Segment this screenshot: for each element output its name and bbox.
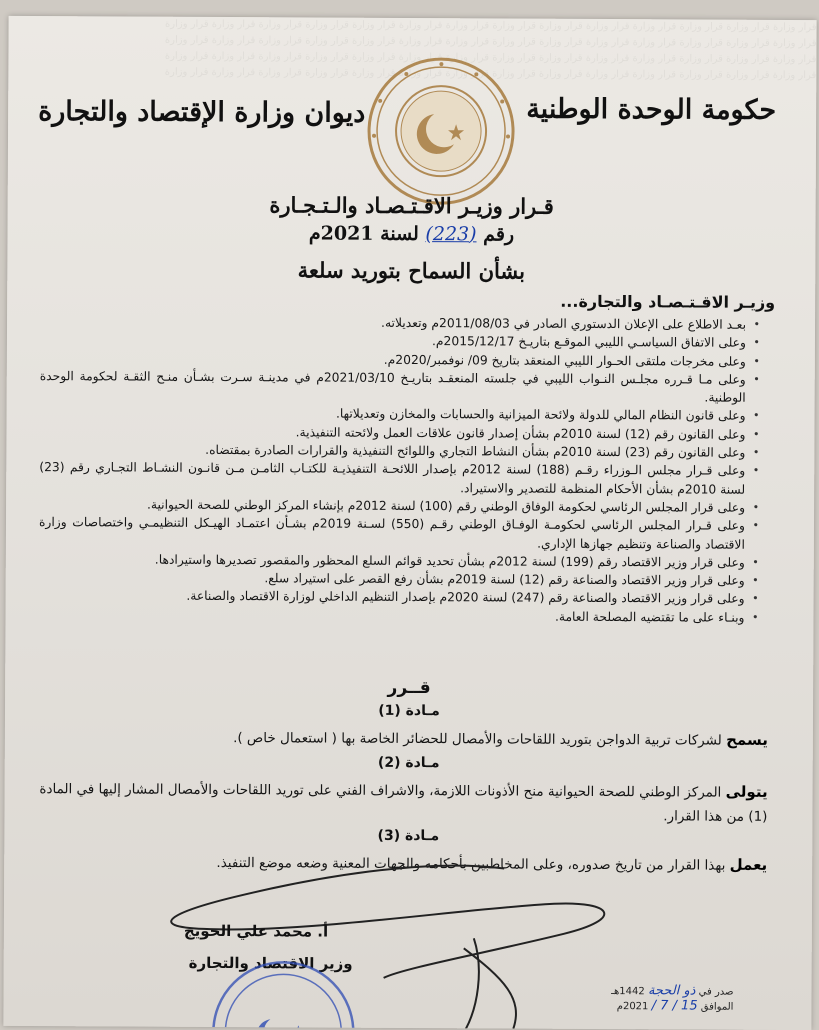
preamble-item: • وعلى قـرار المجلس الرئاسي لحكومـة الوفـاق الوطني رقـم (550) لسـنة 2019م بشـأن اعتمـاد الهيـكل التنظيمـي واختصاصات وزارة الاقتصاد والصناعة وتنظيم جهازها الإداري. <box>39 513 759 553</box>
preamble-item: • وعلى قرار وزير الاقتصاد والصناعة رقم (12) لسنة 2019م بشأن رفع القصر على استيراد سلع. <box>39 568 759 590</box>
preamble-item: • وبنـاء على ما تقتضيه المصلحة العامة. <box>38 605 758 627</box>
hijri-year: 1442هـ <box>611 986 645 998</box>
decision-subject: بشأن السماح بتوريد سلعة <box>297 257 526 284</box>
article-3-lead: يعمل <box>729 855 768 874</box>
article-2-text: المركز الوطني للصحة الحيوانية منح الأذونات اللازمة، والاشراف الفني على توريد اللقاحات والأمصال المشار إليها في المادة (1) من هذا القرار. <box>39 781 768 825</box>
article-3-text: بهذا القرار من تاريخ صدوره، وعلى المخاطبين بأحكامه والجهات المعنية وضعه موضع التنفيذ. <box>216 854 730 874</box>
preamble-item: • وعلى القانون رقم (23) لسنة 2010م بشأن النشاط التجاري واللوائح التنفيذية والقرارات الصادرة بمقتضاه. <box>39 440 759 462</box>
issue-date-block <box>593 984 733 1015</box>
decision-year: لسنة 2021م <box>308 222 419 246</box>
decision-number: (223) <box>425 223 477 246</box>
government-name: حكومة الوحدة الوطنية <box>526 93 777 126</box>
gregorian-date-line <box>593 999 733 1015</box>
hijri-date-line <box>594 984 734 1000</box>
article-1-text: لشركات تربية الدواجن بتوريد اللقاحات والأمصال للحضائر الخاصة بها ( استعمال خاص ). <box>233 730 727 749</box>
decided-heading: قــرر <box>387 677 431 699</box>
decision-title: قـرار وزيـر الاقـتـصـاد والـتـجـارة <box>269 192 554 219</box>
signatory-name: أ. محمد علي الحويج <box>183 921 329 941</box>
preamble-item: • وعلى قانون النظام المالي للدولة ولائحة الميزانية والحسابات والمخازن وتعديلاتها. <box>40 404 760 426</box>
article-3-heading: مـادة (3) <box>377 827 440 845</box>
state-seal-icon <box>366 56 517 207</box>
hijri-label: صدر في <box>698 986 734 998</box>
article-2-lead: يتولى <box>725 782 768 801</box>
security-watermark: قرار وزارة قرار وزارة قرار وزارة قرار وزارة قرار وزارة قرار وزارة قرار وزارة قرار وزارة قرار وزارة قرار وزارة قرار وزارة قرار وزارة قرار وزارة قرار وزارة قرار وزارة قرار وزارة قرار وزارة قرار وزارة قرار وزارة قرار وزارة قرار وزارة قرار وزارة قرار وزارة قرار وزارة قرار وزارة قرار وزارة قرار وزارة قرار وزارة قرار وزارة قرار وزارة قرار وزارة قرار وزارة قرار وزارة قرار وزارة قرار وزارة قرار وزارة قرار وزارة قرار وزارة قرار وزارة قرار وزارة قرار وزارة قرار وزارة قرار وزارة قرار وزارة قرار وزارة قرار وزارة قرار وزارة قرار وزارة قرار وزارة قرار وزارة قرار وزارة قرار وزارة قرار وزارة قرار وزارة قرار وزارة قرار وزارة <box>164 18 817 82</box>
preamble-item: • وعلى الاتفاق السياسـي الليبي الموقـع بتاريـخ 2015/12/17م. <box>40 330 760 352</box>
ministry-stamp-icon <box>208 957 359 1030</box>
preamble-item: • وعلى قرار وزير الاقتصاد والصناعة رقم (247) لسنة 2020م بإصدار التنظيم الداخلي لوزارة الاقتصاد والصناعة. <box>39 587 759 609</box>
gregorian-year: 2021م <box>616 1001 649 1013</box>
gregorian-handwritten: 15 / 7 / <box>651 998 698 1014</box>
ministry-name: ديوان وزارة الإقتصاد والتجارة <box>38 96 366 129</box>
preamble-item: • وعلى قـرار مجلس الـوزراء رقـم (188) لسنة 2012م بإصدار اللائحـة التنفيذيـة للكتـاب الثامـن مـن قانـون النشـاط التجـاري رقم (23) لسنة 2010م بشأن الأحكام المنظمة للتصدير والاستيراد. <box>39 458 759 498</box>
preamble-item: • وعلى القانون رقم (12) لسنة 2010م بشأن إصدار قانون علاقات العمل ولائحته التنفيذية. <box>39 422 759 444</box>
hijri-handwritten: ذو الحجة <box>647 983 696 999</box>
article-1-body <box>38 724 768 753</box>
article-1-heading: مـادة (1) <box>378 702 440 720</box>
preamble-item: • وعلى قرار المجلس الرئاسي لحكومة الوفاق الوطني رقم (100) لسنة 2012م بإنشاء المركز الوطني للصحة الحيوانية. <box>39 495 759 517</box>
decision-number-line <box>7 221 815 247</box>
preamble-item: • وعلى مخرجات ملتقى الحـوار الليبي المنعقد بتاريخ 09/ نوفمبر/2020م. <box>40 349 760 371</box>
preamble-item: • بعـد الاطلاع على الإعلان الدستوري الصادر في 2011/08/03م وتعديلاته. <box>40 312 760 334</box>
preamble-item: • وعلى قرار وزير الاقتصاد رقم (199) لسنة 2012م بشأن تحديد قوائم السلع المحظور والمقصور تصديرها واستيرادها. <box>39 550 759 572</box>
minister-heading: وزيـر الاقـتـصـاد والتجارة... <box>560 291 776 312</box>
number-prefix: رقم <box>483 223 515 246</box>
signatory-title: وزير الاقتصاد والتجارة <box>188 953 353 973</box>
article-2-heading: مـادة (2) <box>377 754 440 772</box>
document-page <box>3 16 816 1030</box>
gregorian-label: الموافق <box>700 1001 734 1013</box>
preamble-list <box>38 312 760 627</box>
preamble-item: • وعلى مـا قـرره مجلـس النـواب الليبي في جلسته المنعقـد بتاريـخ 2021/03/10م في مدينـة سـرت بشـأن منـح الثقـة لحكومة الوحدة الوطنية. <box>40 367 760 407</box>
article-1-lead: يسمح <box>726 730 768 749</box>
